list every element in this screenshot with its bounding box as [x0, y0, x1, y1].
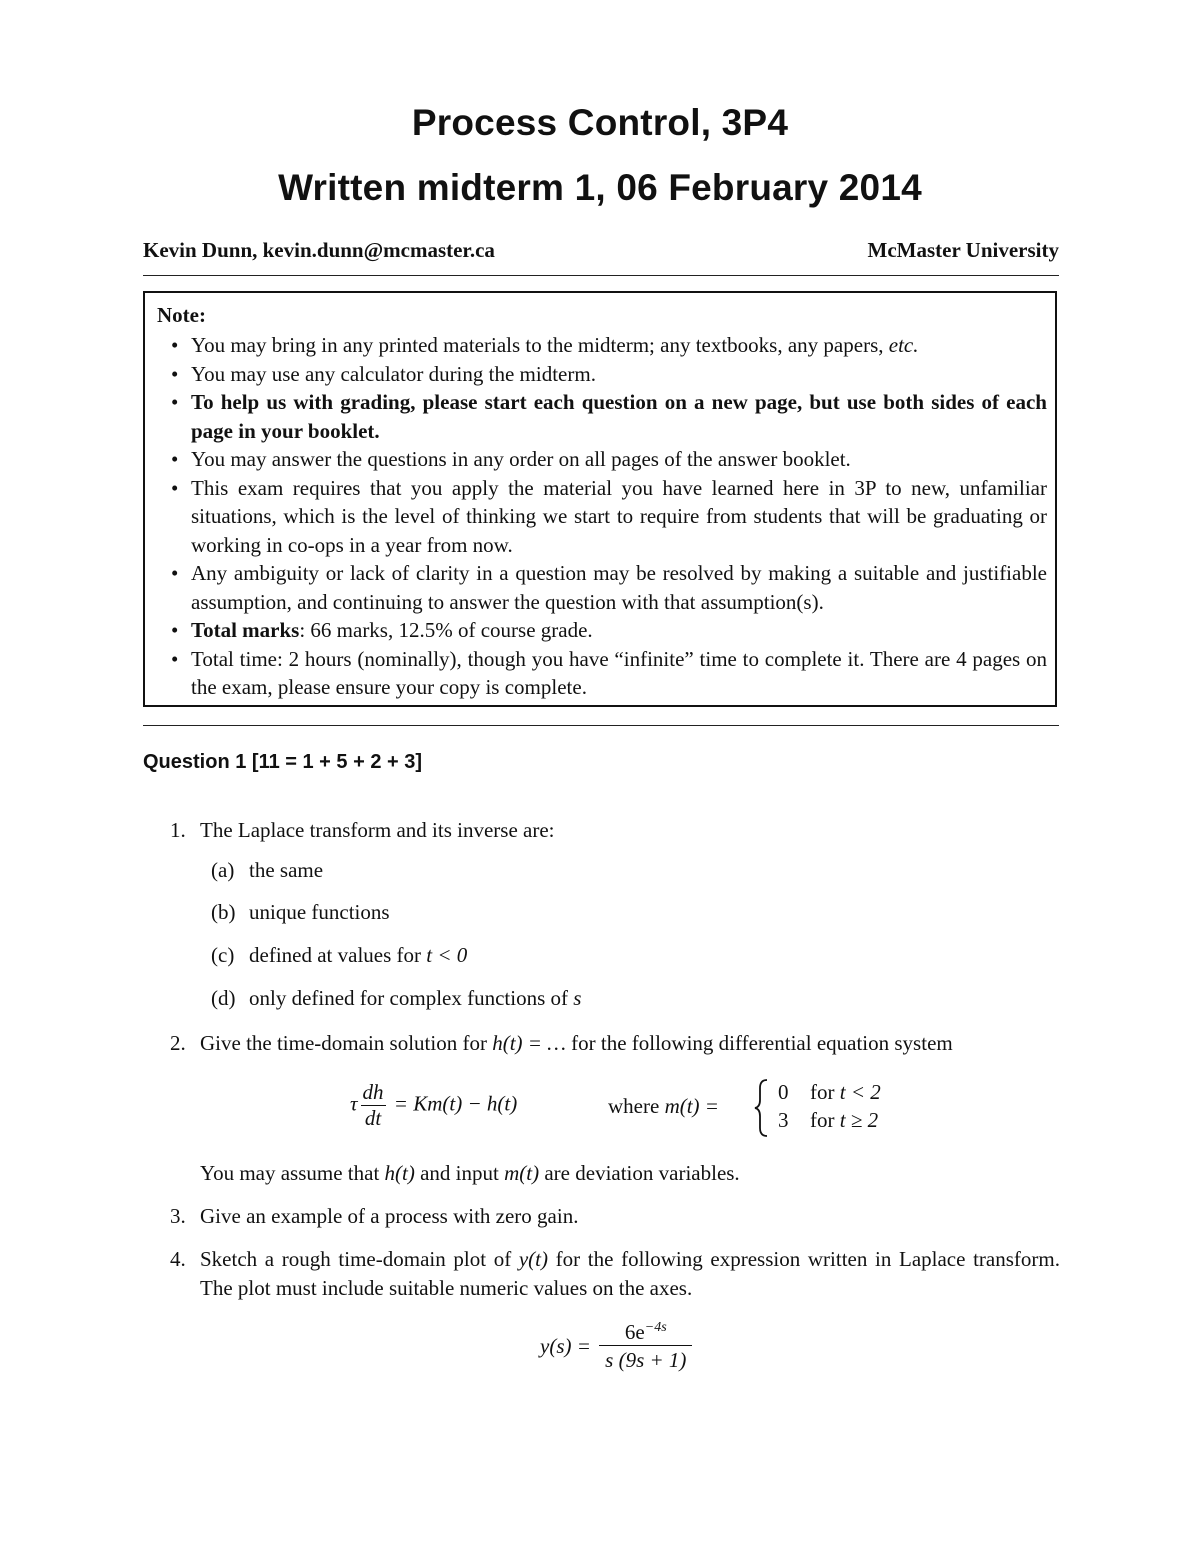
institution-name: McMaster University	[867, 238, 1059, 262]
course-title: Process Control, 3P4	[411, 102, 789, 143]
note-math: h(t)	[384, 1161, 415, 1185]
note-item	[171, 616, 1047, 645]
note-item	[171, 645, 1047, 702]
author-line	[143, 238, 1059, 263]
option-b	[211, 900, 390, 925]
note-item	[171, 360, 1047, 389]
derivative-fraction	[361, 1080, 386, 1131]
frac-denominator: s (9s + 1)	[599, 1345, 692, 1373]
item-number: 3.	[170, 1204, 186, 1228]
case-cond: t ≥ 2	[839, 1108, 879, 1132]
option-label: (b)	[211, 900, 236, 924]
note-item-text: : 66 marks, 12.5% of course grade.	[299, 618, 593, 642]
note-item-bold-label: Total marks	[191, 618, 300, 642]
item-text: Sketch a rough time-domain plot of	[200, 1247, 519, 1271]
note-item	[171, 331, 1047, 360]
eq-lhs: y(s) =	[540, 1334, 591, 1358]
case-cond-word: for	[810, 1080, 835, 1104]
note-label: Note:	[157, 303, 206, 327]
bullet-icon: •	[171, 333, 179, 357]
frac-numerator	[599, 1320, 692, 1345]
note-item-text: This exam requires that you apply the material you have learned here in 3P to new, unfamiliar situations, which is the level of thinking we start to require from students that will be graduating or working in co-ops in a year from now.	[191, 475, 1047, 557]
question-item-2	[170, 1029, 1060, 1058]
option-text: unique functions	[249, 900, 390, 924]
question-item-3	[170, 1202, 1060, 1231]
option-a	[211, 858, 324, 883]
note-text: You may assume that	[200, 1161, 385, 1185]
option-text: the same	[249, 858, 324, 882]
bullet-icon: •	[171, 390, 179, 414]
option-label: (c)	[211, 943, 235, 967]
case-value: 3	[778, 1108, 789, 1132]
where-clause	[608, 1094, 719, 1119]
item-text: The Laplace transform and its inverse are:	[200, 818, 555, 842]
note-math: m(t)	[504, 1161, 540, 1185]
eq-rhs: = Km(t) − h(t)	[393, 1091, 518, 1116]
item-text: Give an example of a process with zero gain.	[200, 1204, 579, 1228]
note-item-text: You may bring in any printed materials to the midterm; any textbooks, any papers,	[191, 333, 889, 357]
note-item-emphasis: etc.	[888, 333, 919, 357]
case-1	[778, 1080, 789, 1105]
option-math: s	[573, 986, 582, 1010]
laplace-expression	[540, 1320, 695, 1373]
eq-tau: τ	[350, 1091, 358, 1116]
option-label: (a)	[211, 858, 235, 882]
case-value: 0	[778, 1080, 789, 1104]
eq-m: m(t) =	[664, 1094, 719, 1118]
bullet-icon: •	[171, 447, 179, 471]
bullet-icon: •	[171, 618, 179, 642]
case-1-condition	[810, 1080, 881, 1105]
note-item-bold-text: To help us with grading, please start each question on a new page, but use both sides of each page in your booklet.	[191, 390, 1047, 443]
case-cond-word: for	[810, 1108, 835, 1132]
header-rule	[143, 275, 1059, 276]
section-rule	[143, 725, 1059, 726]
item-math: h(t) = …	[492, 1031, 566, 1055]
differential-equation	[350, 1080, 517, 1131]
option-text: only defined for complex functions of	[249, 986, 574, 1010]
note-item-text: Any ambiguity or lack of clarity in a question may be resolved by making a suitable and justifiable assumption, and continuing to answer the question with that assumption(s).	[191, 561, 1047, 614]
case-cond: t < 2	[839, 1080, 881, 1104]
case-2-condition	[810, 1108, 878, 1133]
item-text: Give the time-domain solution for	[200, 1031, 493, 1055]
bullet-icon: •	[171, 361, 179, 386]
option-text: defined at values for	[249, 943, 427, 967]
note-item	[171, 445, 1047, 474]
deviation-note	[200, 1159, 1060, 1188]
eq-where: where	[608, 1094, 660, 1118]
note-text: are deviation variables.	[539, 1161, 740, 1185]
note-item-text: You may answer the questions in any order on all pages of the answer booklet.	[191, 447, 851, 471]
item-math: y(t)	[518, 1247, 548, 1271]
option-d	[211, 986, 582, 1011]
note-item	[171, 559, 1047, 616]
option-math: t < 0	[426, 943, 468, 967]
note-text: and input	[414, 1161, 505, 1185]
numerator-exponent: −4s	[644, 1320, 667, 1335]
option-c	[211, 943, 468, 968]
item-number: 2.	[170, 1031, 186, 1055]
bullet-icon: •	[171, 561, 179, 585]
case-2	[778, 1108, 789, 1133]
question-heading: Question 1 [11 = 1 + 5 + 2 + 3]	[143, 751, 423, 773]
option-label: (d)	[211, 986, 236, 1010]
bullet-icon: •	[171, 646, 179, 671]
frac-denominator: dt	[361, 1105, 386, 1131]
laplace-fraction	[599, 1320, 692, 1373]
frac-numerator: dh	[362, 1080, 384, 1104]
question-item-4	[170, 1245, 1060, 1302]
question-item-1	[170, 816, 1060, 845]
note-item-text: Total time: 2 hours (nominally), though you have “infinite” time to complete it. There are 4 pages on the exam, please ensure your copy is complete.	[191, 646, 1047, 699]
left-brace	[754, 1078, 770, 1138]
note-list	[171, 331, 1047, 702]
note-box	[143, 291, 1057, 707]
numerator-base: 6e	[624, 1320, 645, 1344]
item-text: for the following differential equation system	[565, 1031, 953, 1055]
bullet-icon: •	[171, 475, 179, 500]
note-item-text: You may use any calculator during the midterm.	[191, 361, 596, 386]
exam-title: Written midterm 1, 06 February 2014	[278, 167, 922, 208]
item-number: 4.	[170, 1247, 186, 1271]
note-item	[171, 388, 1047, 445]
item-text: for the following expression written in Laplace transform. The plot must include suitable numeric values on the axes.	[200, 1247, 1060, 1300]
author-name-email: Kevin Dunn, kevin.dunn@mcmaster.ca	[143, 238, 495, 262]
item-number: 1.	[170, 818, 186, 842]
note-item	[171, 474, 1047, 560]
